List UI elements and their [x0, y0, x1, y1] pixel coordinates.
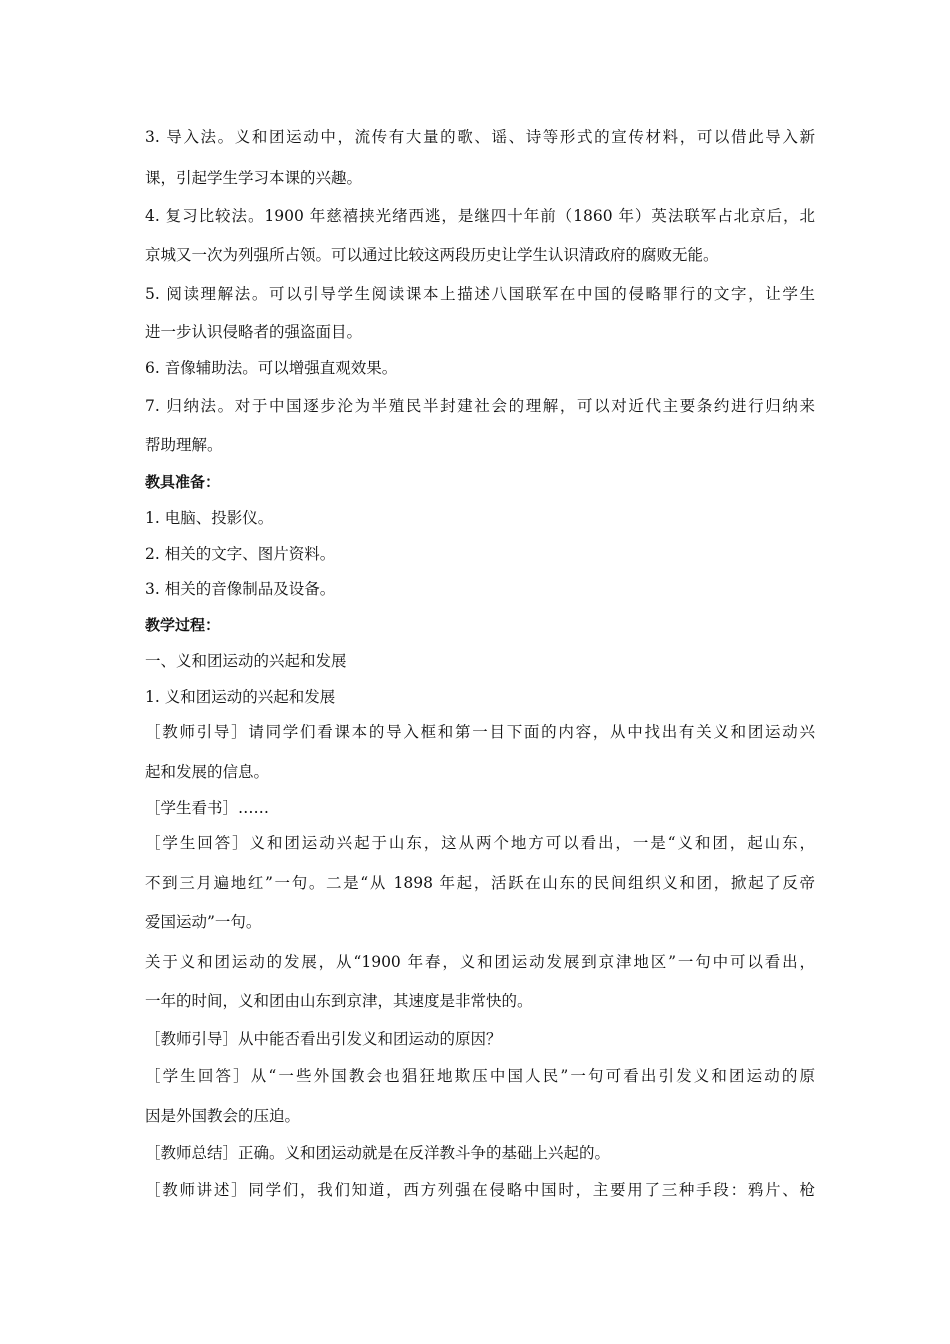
text-line: 不到三月遍地红”一句。二是“从 1898 年起，活跃在山东的民间组织义和团，掀起了反帝	[145, 874, 815, 892]
text-line: 课，引起学生学习本课的兴趣。	[145, 169, 363, 187]
text-line: 起和发展的信息。	[145, 763, 270, 781]
text-line: 1. 电脑、投影仪。	[145, 509, 274, 527]
text-line: ［教师讲述］同学们，我们知道，西方列强在侵略中国时，主要用了三种手段：鸦片、枪	[145, 1181, 815, 1199]
text-line: ［学生回答］义和团运动兴起于山东，这从两个地方可以看出，一是“义和团，起山东，	[145, 834, 815, 852]
text-line: ［教师总结］正确。义和团运动就是在反洋教斗争的基础上兴起的。	[145, 1144, 611, 1162]
text-line: ［学生回答］从“一些外国教会也猖狂地欺压中国人民”一句可看出引发义和团运动的原	[145, 1067, 815, 1085]
text-line: 一、义和团运动的兴起和发展	[145, 652, 347, 670]
text-line: 京城又一次为列强所占领。可以通过比较这两段历史让学生认识清政府的腐败无能。	[145, 246, 719, 264]
text-line: 爱国运动”一句。	[145, 913, 262, 931]
text-line: 3. 导入法。义和团运动中，流传有大量的歌、谣、诗等形式的宣传材料，可以借此导入新	[145, 128, 815, 146]
text-line: ［学生看书］……	[145, 799, 270, 817]
text-line: 7. 归纳法。对于中国逐步沦为半殖民半封建社会的理解，可以对近代主要条约进行归纳来	[145, 397, 815, 415]
text-line: 帮助理解。	[145, 436, 223, 454]
section-heading-teaching-aids: 教具准备：	[145, 473, 221, 491]
text-line: 一年的时间，义和团由山东到京津，其速度是非常快的。	[145, 992, 533, 1010]
text-line: 3. 相关的音像制品及设备。	[145, 580, 336, 598]
section-heading-teaching-process: 教学过程：	[145, 616, 221, 634]
text-line: 因是外国教会的压迫。	[145, 1107, 301, 1125]
text-line: 1. 义和团运动的兴起和发展	[145, 688, 336, 706]
text-line: 进一步认识侵略者的强盗面目。	[145, 323, 363, 341]
text-line: 6. 音像辅助法。可以增强直观效果。	[145, 359, 398, 377]
text-line: 5. 阅读理解法。可以引导学生阅读课本上描述八国联军在中国的侵略罪行的文字，让学生	[145, 285, 815, 303]
text-line: ［教师引导］从中能否看出引发义和团运动的原因？	[145, 1030, 502, 1048]
text-line: 2. 相关的文字、图片资料。	[145, 545, 336, 563]
text-line: 关于义和团运动的发展，从“1900 年春，义和团运动发展到京津地区”一句中可以看出，	[145, 953, 815, 971]
text-line: ［教师引导］请同学们看课本的导入框和第一目下面的内容，从中找出有关义和团运动兴	[145, 723, 815, 741]
text-line: 4. 复习比较法。1900 年慈禧挟光绪西逃，是继四十年前（1860 年）英法联军占北京后，北	[145, 207, 815, 225]
